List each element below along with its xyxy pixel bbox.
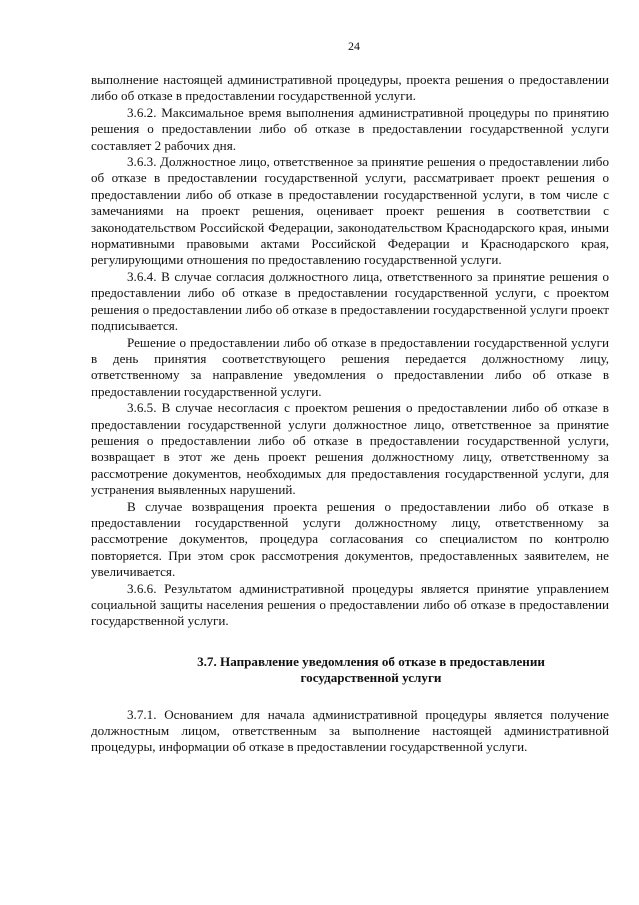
paragraph-3-6-5: 3.6.5. В случае несогласия с проектом решения о предоставлении либо об отказе в предоставлении государственной услуги должностное лицо, ответственное за принятие решения о предоставлении либо об отказе в предоставлении государственной услуги, возвращает в этот же день проект решения должностному лицу, ответственному за рассмотрение документов, необходимых для предоставления государственной услуги, для устранения выявленных нарушений. [91,400,609,498]
paragraph-3-6-6: 3.6.6. Результатом административной процедуры является принятие управлением социальной защиты населения решения о предоставлении либо об отказе в предоставлении государственной услуги. [91,580,609,629]
paragraph-3-6-2: 3.6.2. Максимальное время выполнения административной процедуры по принятию решения о предоставлении либо об отказе в предоставлении государственной услуги составляет 2 рабочих дня. [91,104,609,153]
section-heading-line-1: 3.7. Направление уведомления об отказе в предоставлении [197,653,545,669]
paragraph-3-7-1: 3.7.1. Основанием для начала административной процедуры является получение должностным лицом, ответственным за выполнение настоящей административной процедуры, информации об отказе в предоставлении государственной услуги. [91,706,609,755]
paragraph-decision-transfer: Решение о предоставлении либо об отказе в предоставлении государственной услуги в день принятия соответствующего решения передается должностному лицу, ответственному за направление уведомления о предоставлении либо об отказе в предоставлении государственной услуги. [91,334,609,399]
paragraph-3-6-4: 3.6.4. В случае согласия должностного лица, ответственного за принятие решения о предоставлении либо об отказе в предоставлении государственной услуги, с проектом решения о предоставлении либо об отказе в предоставлении государственной услуги проект подписывается. [91,268,609,334]
paragraph-3-6-3: 3.6.3. Должностное лицо, ответственное за принятие решения о предоставлении либо об отказе в предоставлении государственной услуги, рассматривает проект решения о предоставлении либо об отказе в предоставлении государственной услуги, в том числе с замечаниями на проект решения, оценивает проект решения в соответствии с законодательством Российской Федерации, законодательством Краснодарского края, иными нормативными правовыми актами Российской Федерации и Краснодарского края, регулирующими отношения по предоставлению государственной услуги. [91,154,609,268]
paragraph-continuation: выполнение настоящей административной процедуры, проекта решения о предоставлении либо об отказе в предоставлении государственной услуги. [91,72,609,104]
section-heading-3-7 [91,654,609,687]
paragraph-project-return: В случае возвращения проекта решения о предоставлении либо об отказе в предоставлении государственной услуги должностному лицу, ответственному за рассмотрение документов, процедура согласования со специалистом по контролю повторяется. При этом срок рассмотрения документов, предоставленных заявителем, не увеличивается. [91,498,609,580]
document-body [91,72,609,756]
page-number: 24 [348,39,360,53]
section-heading-line-2: государственной услуги [300,670,442,686]
